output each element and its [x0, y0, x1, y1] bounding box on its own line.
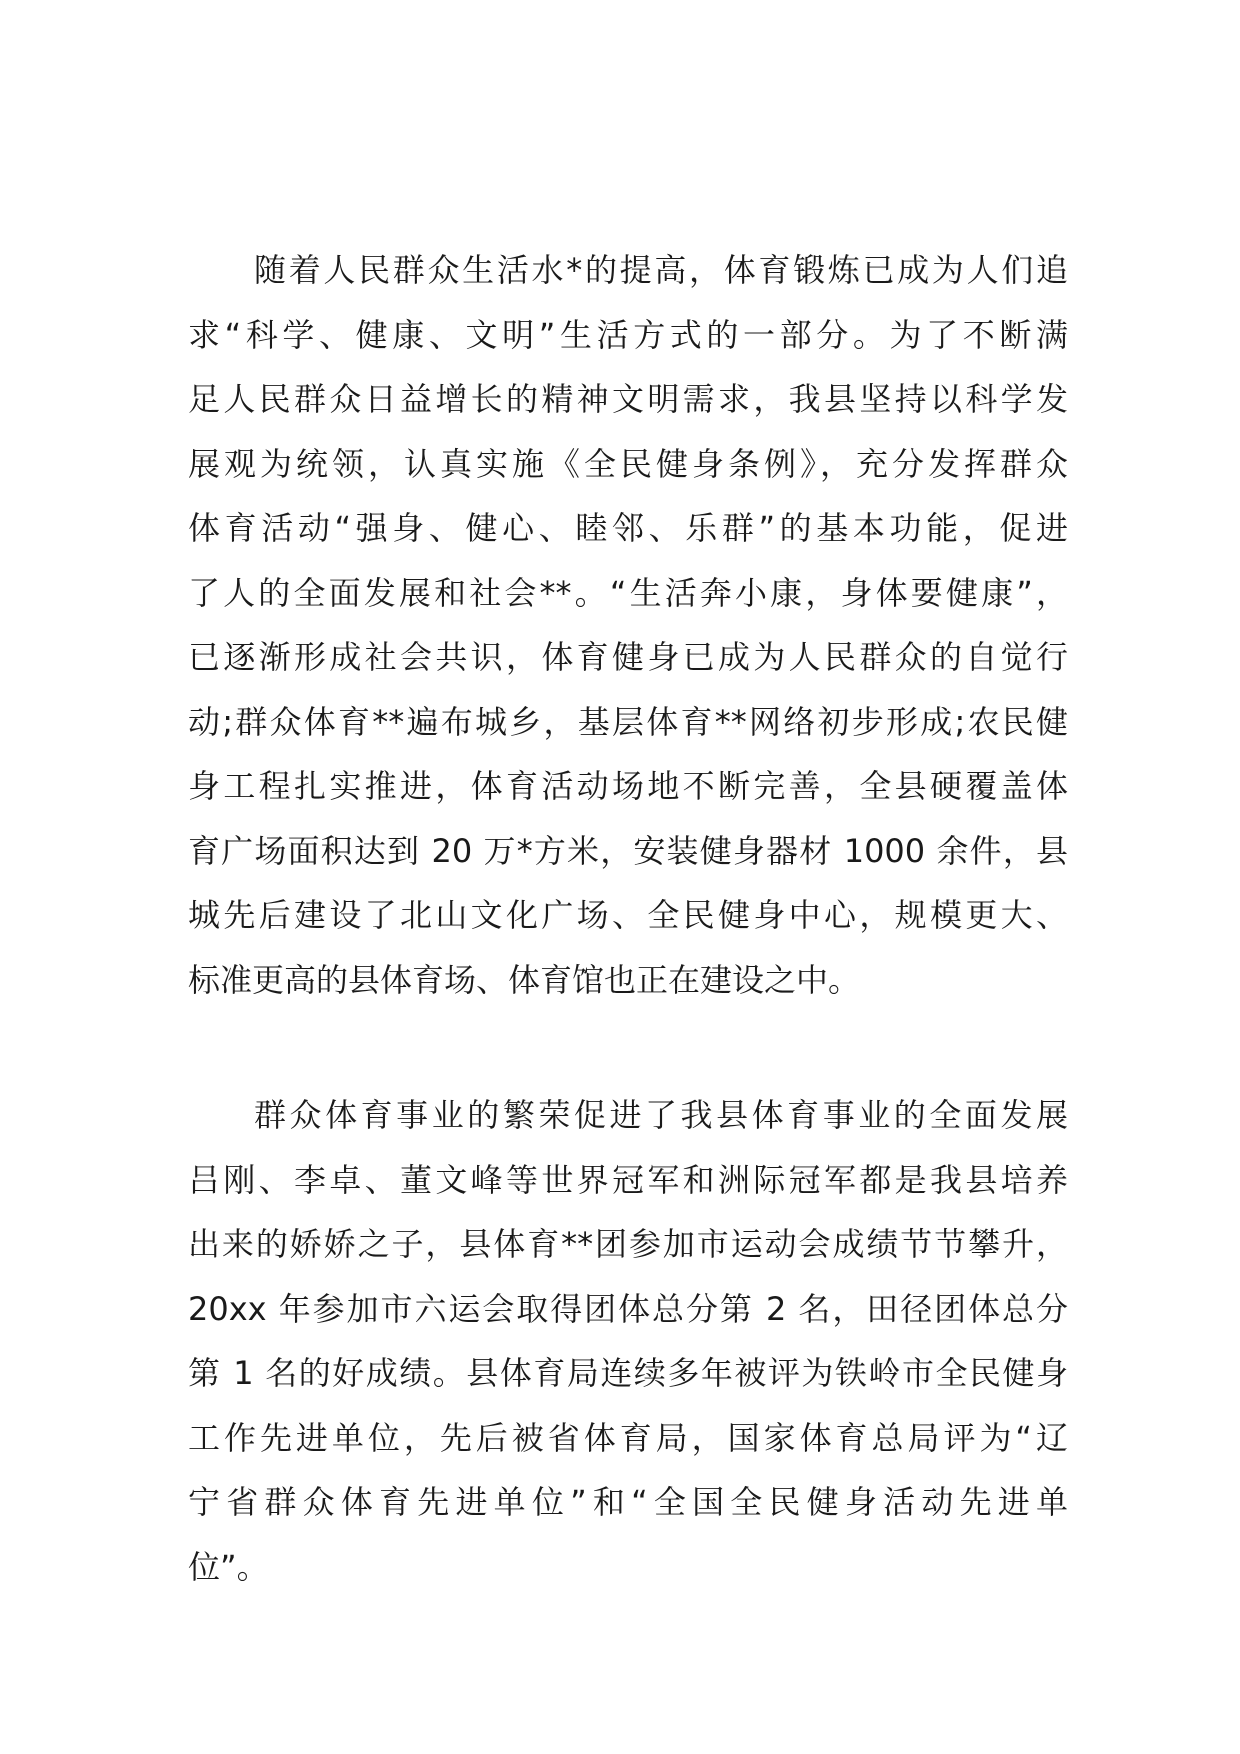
- paragraph-line: 随着人民群众生活水*的提高，体育锻炼已成为人们追: [254, 251, 1068, 289]
- paragraph-line: 展观为统领，认真实施《全民健身条例》，充分发挥群众: [188, 444, 1068, 483]
- paragraph-line: 出来的娇娇之子，县体育**团参加市运动会成绩节节攀升，: [188, 1225, 1068, 1263]
- paragraph-line: 求“科学、健康、文明”生活方式的一部分。为了不断满: [188, 315, 1068, 354]
- paragraph-line: 育广场面积达到 20 万*方米，安装健身器材 1000 余件，县: [188, 831, 1068, 870]
- paragraph-line: 动;群众体育**遍布城乡，基层体育**网络初步形成;农民健: [188, 702, 1068, 741]
- paragraph-line: 位”。: [188, 1547, 269, 1586]
- paragraph-line: 20xx 年参加市六运会取得团体总分第 2 名，田径团体总分: [188, 1289, 1068, 1328]
- paragraph-line: 宁省群众体育先进单位”和“全国全民健身活动先进单: [188, 1483, 1068, 1521]
- paragraph-line: 第 1 名的好成绩。县体育局连续多年被评为铁岭市全民健身: [188, 1354, 1068, 1392]
- paragraph-1: [188, 238, 1068, 1012]
- paragraph-line: 城先后建设了北山文化广场、全民健身中心，规模更大、: [188, 896, 1068, 934]
- paragraph-line: 吕刚、李卓、董文峰等世界冠军和洲际冠军都是我县培养: [188, 1160, 1068, 1199]
- paragraph-line: 足人民群众日益增长的精神文明需求，我县坚持以科学发: [188, 380, 1068, 418]
- paragraph-line: 了人的全面发展和社会**。“生活奔小康，身体要健康”，: [188, 573, 1068, 612]
- paragraph-line: 工作先进单位，先后被省体育局，国家体育总局评为“辽: [188, 1418, 1068, 1457]
- paragraph-line: 体育活动“强身、健心、睦邻、乐群”的基本功能，促进: [188, 509, 1068, 547]
- paragraph-line: 群众体育事业的繁荣促进了我县体育事业的全面发展: [254, 1096, 1068, 1134]
- paragraph-line: 已逐渐形成社会共识，体育健身已成为人民群众的自觉行: [188, 638, 1068, 676]
- paragraph-2: [188, 1083, 1068, 1599]
- paragraph-line: 身工程扎实推进，体育活动场地不断完善，全县硬覆盖体: [188, 767, 1068, 805]
- paragraph-line: 标准更高的县体育场、体育馆也正在建设之中。: [188, 960, 861, 999]
